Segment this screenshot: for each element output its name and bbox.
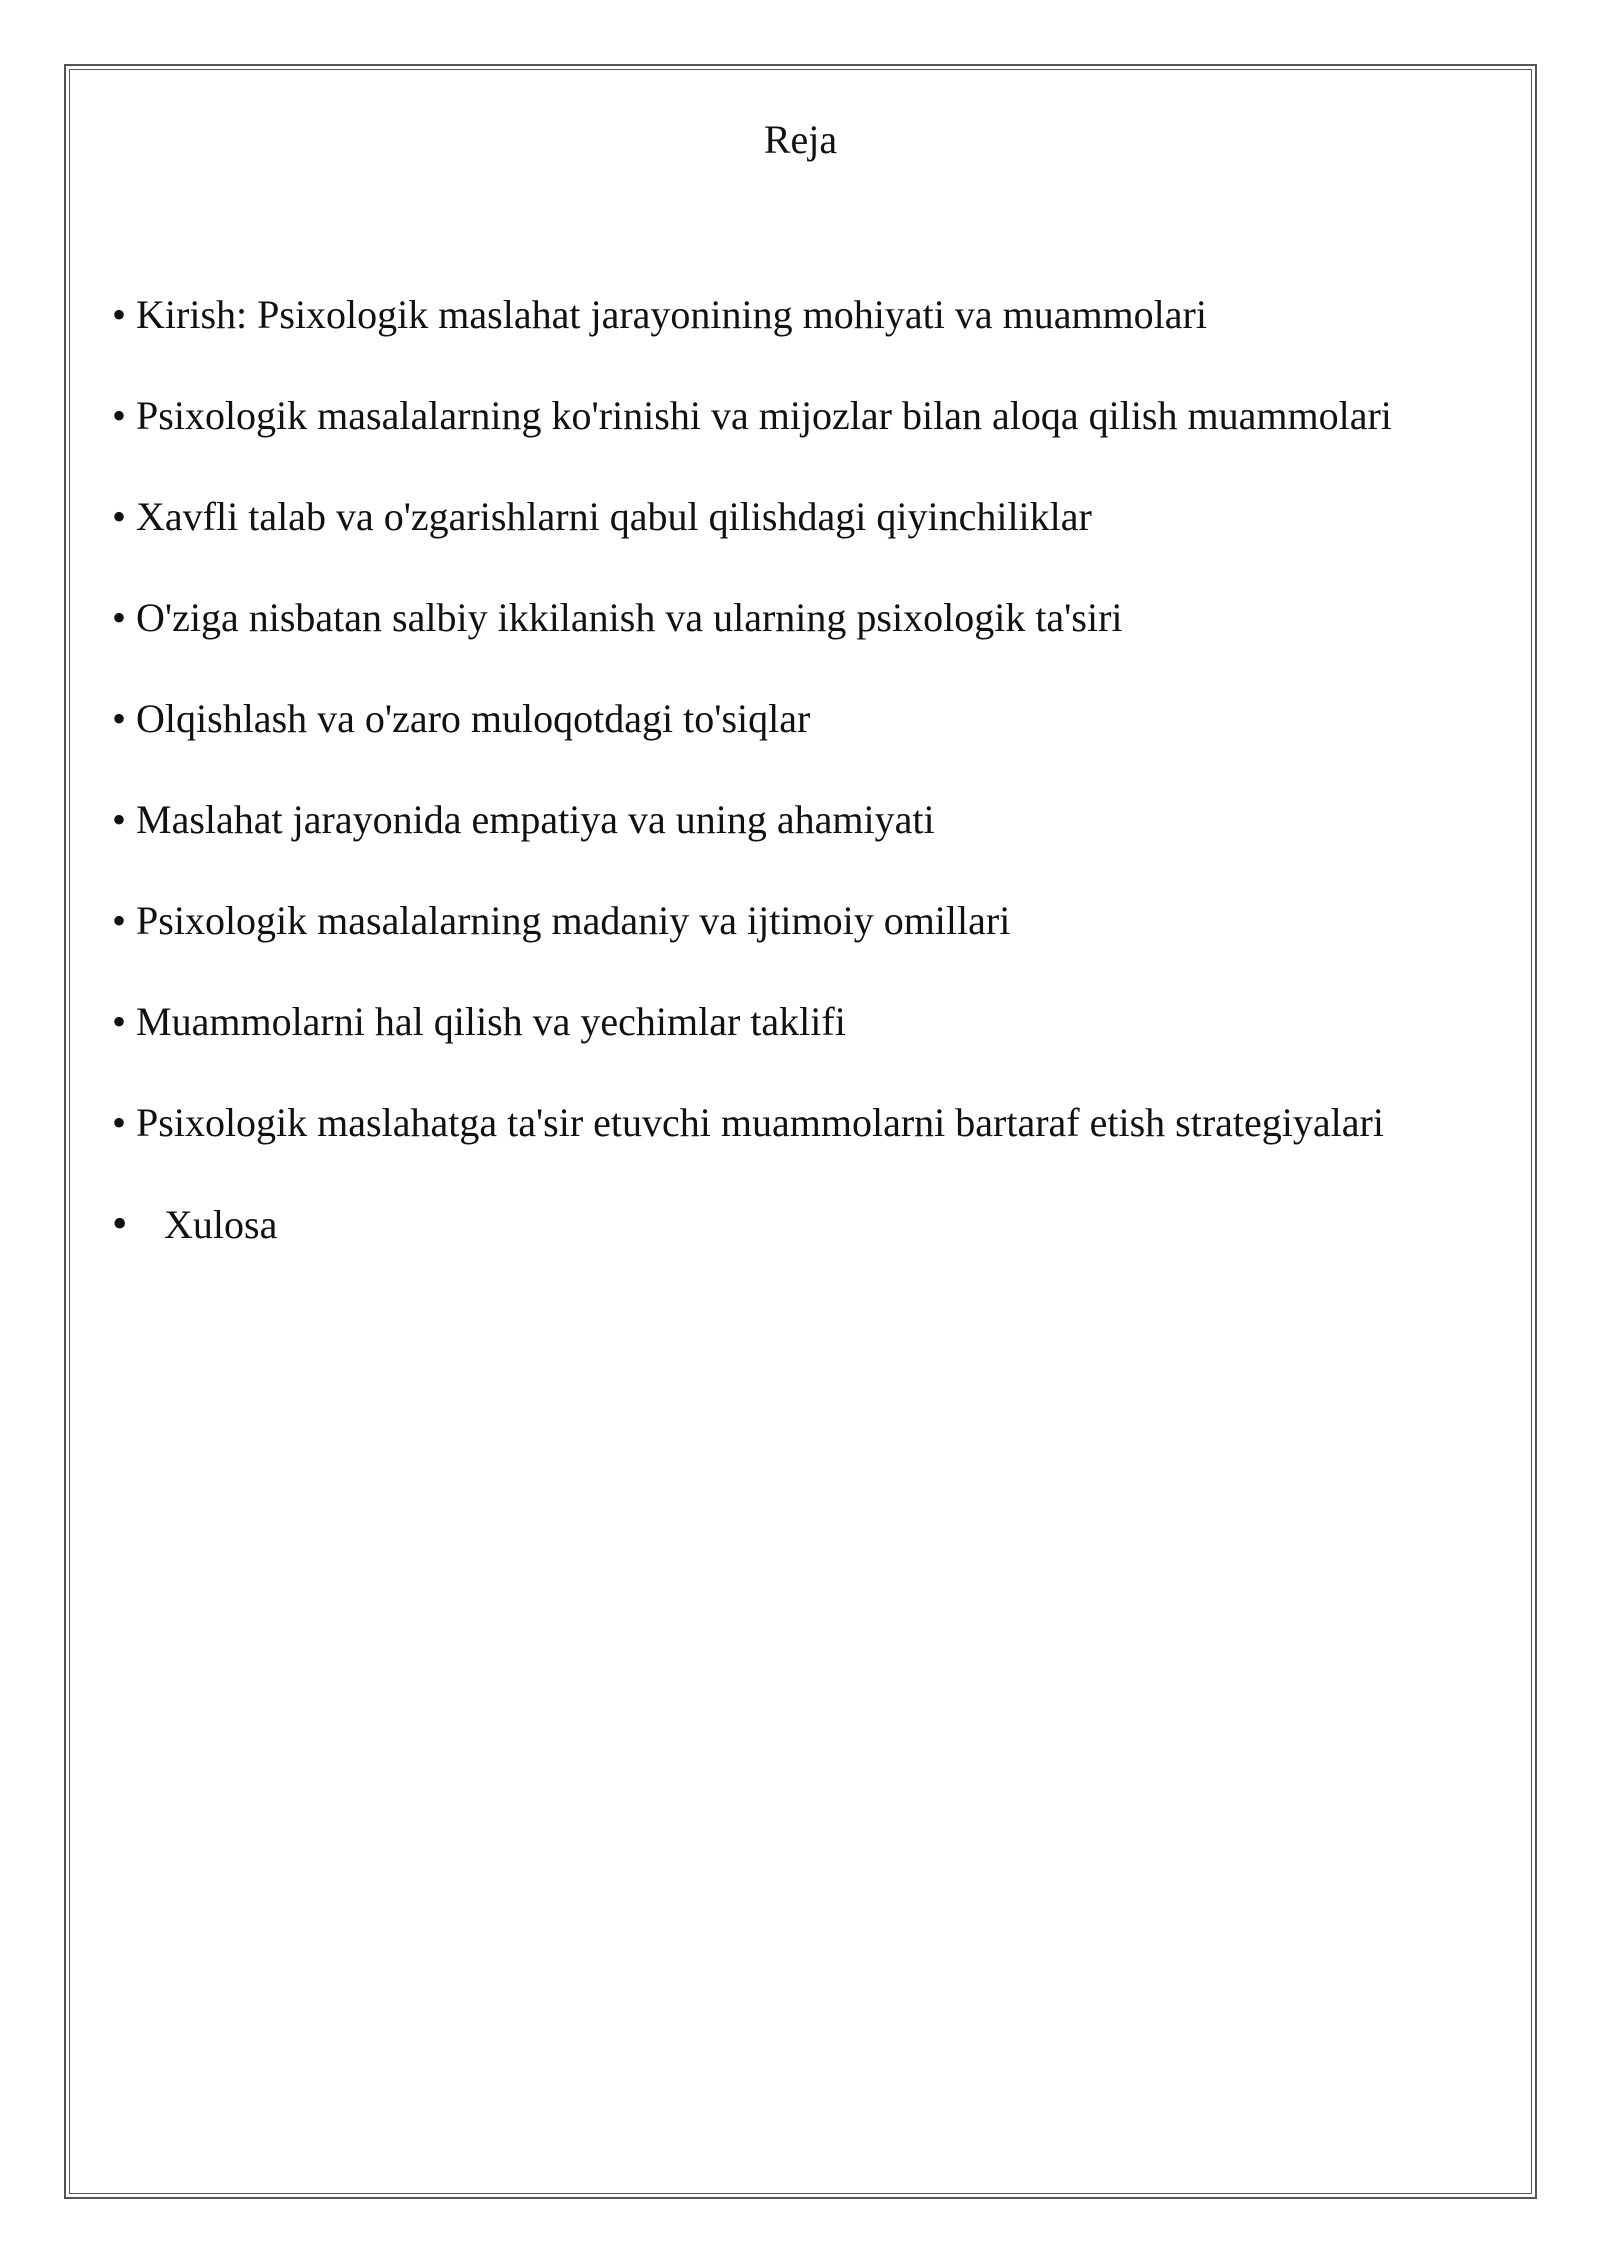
bullet-icon: • (112, 797, 127, 842)
list-item (112, 1096, 1512, 1197)
bullet-icon: • (112, 1199, 128, 1248)
list-item-text: Maslahat jarayonida empatiya va uning ahamiyati (136, 797, 935, 842)
list-item-text: Xavfli talab va o'zgarishlarni qabul qilishdagi qiyinchiliklar (136, 494, 1092, 539)
list-item (112, 1197, 1512, 1298)
bullet-icon: • (112, 595, 127, 640)
list-item (112, 389, 1512, 490)
list-item (112, 288, 1512, 389)
list-item (112, 894, 1512, 995)
list-item (112, 995, 1512, 1096)
list-item-text: Muammolarni hal qilish va yechimlar taklifi (136, 999, 846, 1044)
list-item-text: Olqishlash va o'zaro muloqotdagi to'siqlar (136, 696, 811, 741)
list-item-text: Xulosa (164, 1202, 278, 1247)
page-title: Reja (763, 117, 838, 162)
list-item-text: Psixologik maslahatga ta'sir etuvchi muammolarni bartaraf etish strategiyalari (136, 1100, 1384, 1145)
bullet-icon: • (112, 393, 127, 438)
list-item (112, 793, 1512, 894)
bullet-icon: • (112, 1100, 127, 1145)
bullet-icon: • (112, 999, 127, 1044)
list-item (112, 591, 1512, 692)
list-item (112, 490, 1512, 591)
list-item (112, 692, 1512, 793)
list-item-text: Psixologik masalalarning ko'rinishi va mijozlar bilan aloqa qilish muammolari (136, 393, 1392, 438)
list-item-text: Psixologik masalalarning madaniy va ijtimoiy omillari (136, 898, 1011, 943)
list-item-text: Kirish: Psixologik maslahat jarayonining mohiyati va muammolari (136, 292, 1207, 337)
bullet-icon: • (112, 494, 127, 539)
plan-list (112, 288, 1512, 1298)
list-item-text: O'ziga nisbatan salbiy ikkilanish va ularning psixologik ta'siri (136, 595, 1123, 640)
bullet-icon: • (112, 292, 127, 337)
bullet-icon: • (112, 898, 127, 943)
bullet-icon: • (112, 696, 127, 741)
